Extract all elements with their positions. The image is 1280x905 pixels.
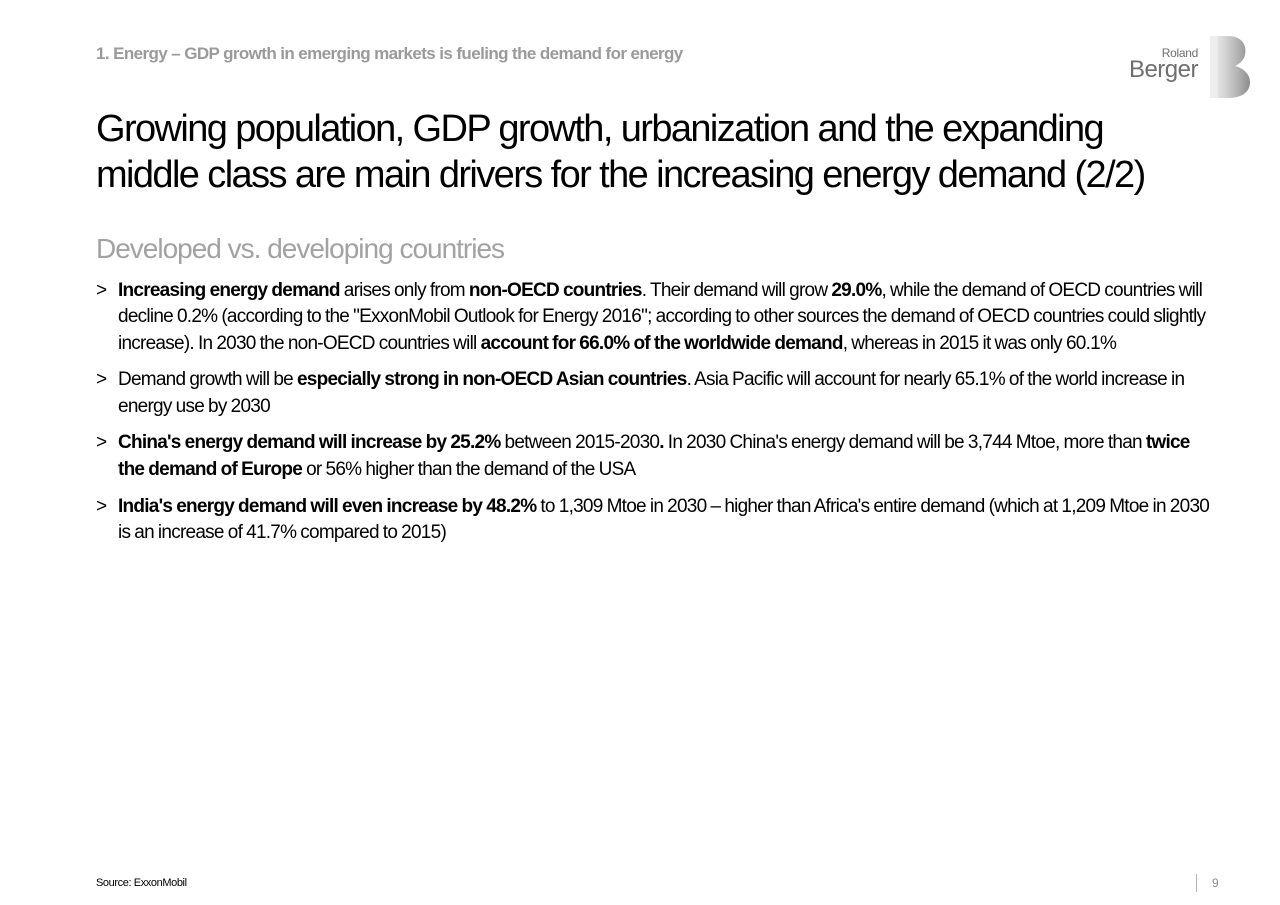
bullet-text: between 2015-2030 [500,432,660,454]
bullet-text: arises only from [339,280,469,301]
bullet-text-bold: twice the demand of Europe [118,432,1190,480]
bullet-text: , whereas in 2015 it was only 60.1% [842,332,1117,354]
logo-text-berger: Berger [1128,56,1198,83]
section-subtitle: Developed vs. developing countries [96,233,505,264]
company-logo [1122,34,1252,98]
bullet-text: to 1,309 Mtoe in 2030 – higher than Africa's entire demand (which at 1,209 Mtoe in 2030 is an increase of 41.7% compared to 2015) [118,495,1210,543]
bullet-text: Demand growth will be [118,369,297,391]
bullet-text: . Their demand will grow [641,280,832,301]
bullet-text: , while the demand of OECD countries will decline 0.2% (according to the "ExxonMobil Outlook for Energy 2016"; according to other sources the demand of OECD countries could slightly increase). In 2030 the non-OECD countries will [118,280,1206,354]
bullet-text-bold: Increasing energy demand [118,280,340,301]
page-number-divider [1196,874,1197,892]
bullet-text-bold: non-OECD countries [468,280,642,301]
bullet-text-bold: India's energy demand will even increase by 48.2% [118,495,537,517]
bullet-item [96,278,1216,357]
bullet-marker: > [96,369,107,391]
page-title-line-1: Growing population, GDP growth, urbanization and the expanding [96,108,1104,150]
bullet-marker: > [96,495,107,517]
bullet-marker: > [96,280,107,301]
bullet-item [96,494,1216,547]
bullet-item [96,367,1216,420]
logo-text-roland: Roland [1161,46,1198,60]
bullet-text-bold: especially strong in non-OECD Asian countries [296,369,687,391]
bullet-text-bold: account for 66.0% of the worldwide demand [480,332,843,354]
bullet-text: In 2030 China's energy demand will be 3,744 Mtoe, more than [663,432,1146,454]
bullet-marker: > [96,432,107,454]
page-title-line-2: middle class are main drivers for the increasing energy demand (2/2) [96,154,1145,196]
bullet-text-bold: China's energy demand will increase by 25.2% [118,432,501,454]
bullet-text-bold: . [659,432,664,454]
bullet-item [96,430,1216,483]
source-note: Source: ExxonMobil [96,877,187,889]
bullet-list [96,278,1216,557]
page-title [96,106,1256,198]
bullet-text-bold: 29.0% [831,280,882,301]
bullet-text: or 56% higher than the demand of the USA [302,458,636,480]
roland-berger-b-mark-icon [1206,36,1252,98]
bullet-text: . Asia Pacific will account for nearly 65.1% of the world increase in energy use by 2030 [118,369,1185,417]
page-number: 9 [1212,876,1219,890]
breadcrumb: 1. Energy – GDP growth in emerging markets is fueling the demand for energy [96,44,683,63]
